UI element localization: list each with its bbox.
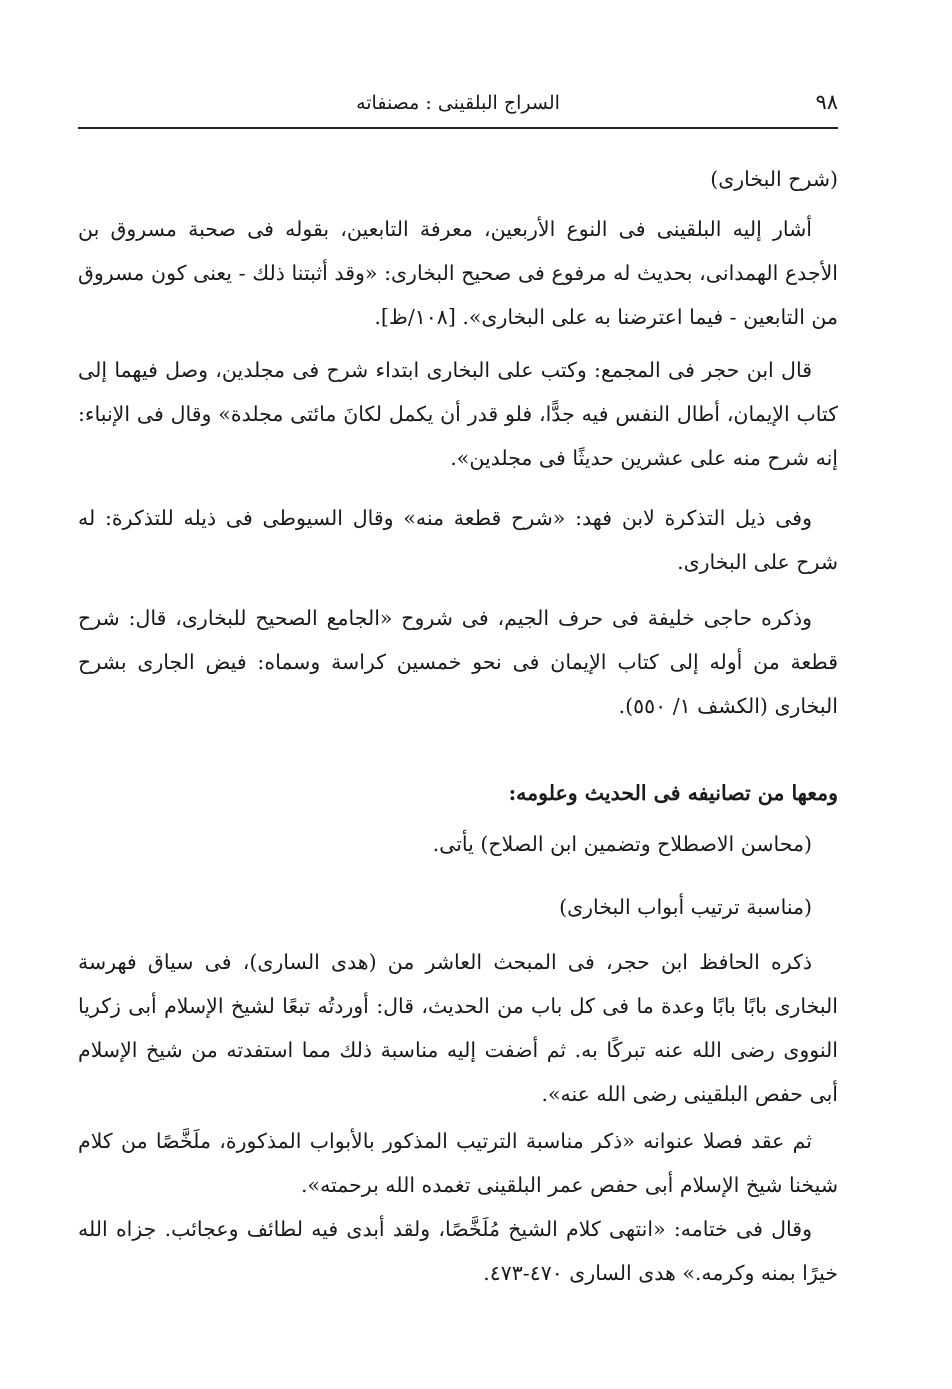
paragraph: وفى ذيل التذكرة لابن فهد: «شرح قطعة منه» وقال السيوطى فى ذيله للتذكرة: له شرح على البخارى.	[78, 506, 838, 574]
header-rule	[78, 127, 838, 129]
section-heading-mahasin: (محاسن الاصطلاح وتضمين ابن الصلاح) يأتى.	[432, 832, 812, 856]
paragraph: وقال فى ختامه: «انتهى كلام الشيخ مُلَخَّصًا، ولقد أبدى فيه لطائف وعجائب. جزاه الله خيرًا بمنه وكرمه.» هدى السارى ٤٧٠-٤٧٣.	[78, 1217, 838, 1285]
paragraph: ذكره الحافظ ابن حجر، فى المبحث العاشر من (هدى السارى)، فى سياق فهرسة البخارى بابًا بابًا وعدة ما فى كل باب من الحديث، قال: أوردتُه تبعًا لشيخ الإسلام أبى زكريا النووى رضى الله عنه تبركًا به. ثم أضفت إليه مناسبة ذلك مما استفدته من شيخ الإسلام أبى حفص البلقينى رضى الله عنه».	[78, 950, 838, 1106]
paragraph: قال ابن حجر فى المجمع: وكتب على البخارى ابتداء شرح فى مجلدين، وصل فيهما إلى كتاب الإيمان، أطال النفس فيه جدًّا، فلو قدر أن يكمل لكانَ مائتى مجلدة» وقال فى الإنباء: إنه شرح منه على عشرين حديثًا فى مجلدين».	[78, 358, 838, 470]
paragraph: وذكره حاجى خليفة فى حرف الجيم، فى شروح «الجامع الصحيح للبخارى، قال: شرح قطعة من أوله إلى كتاب الإيمان فى نحو خمسين كراسة وسماه: فيض الجارى بشرح البخارى (الكشف ١/ ٥٥٠).	[78, 606, 838, 718]
document-page	[78, 0, 838, 1389]
paragraph: أشار إليه البلقينى فى النوع الأربعين، معرفة التابعين، بقوله فى صحبة مسروق بن الأجدع الهمدانى، بحديث له مرفوع فى صحيح البخارى: «وقد أثبتنا ذلك - يعنى كون مسروق من التابعين - فيما اعترضنا به على البخارى». [١٠٨/ظ].	[78, 217, 838, 329]
section-heading-sharh-bukhari: (شرح البخارى)	[710, 167, 838, 191]
section-heading-munasaba: (مناسبة ترتيب أبواب البخارى)	[559, 895, 812, 919]
section-heading-hadith-works: ومعها من تصانيفه فى الحديث وعلومه:	[508, 781, 838, 805]
running-title: السراج البلقينى : مصنفاته	[356, 92, 560, 114]
page-number: ٩٨	[815, 90, 838, 114]
paragraph: ثم عقد فصلا عنوانه «ذكر مناسبة الترتيب المذكور بالأبواب المذكورة، ملَخَّصًا من كلام شيخنا شيخ الإسلام أبى حفص عمر البلقينى تغمده الله برحمته».	[78, 1129, 838, 1197]
page-header	[78, 84, 838, 124]
